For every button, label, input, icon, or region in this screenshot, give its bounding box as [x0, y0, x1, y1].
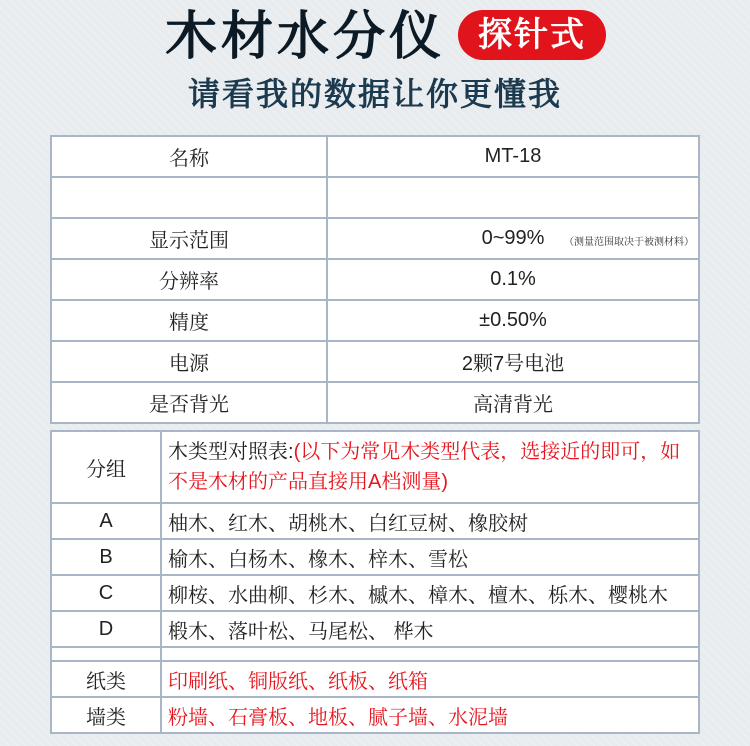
spec-label: 分辨率	[51, 259, 327, 300]
header	[0, 0, 750, 130]
group-letter: B	[51, 539, 161, 575]
spacer-cell	[51, 647, 161, 661]
spec-value: 0.1%	[327, 259, 699, 300]
range-note: （测量范围取决于被测材料）	[564, 237, 694, 248]
spec-label: 显示范围	[51, 218, 327, 259]
group-header-row	[51, 431, 699, 503]
spec-row-backlight	[51, 382, 699, 423]
spec-label	[51, 177, 327, 218]
group-letter: C	[51, 575, 161, 611]
extra-group-items: 印刷纸、铜版纸、纸板、纸箱	[161, 661, 699, 697]
extra-group-items: 粉墙、石膏板、地板、腻子墙、水泥墙	[161, 697, 699, 733]
spec-label: 精度	[51, 300, 327, 341]
group-row	[51, 539, 699, 575]
spec-label: 电源	[51, 341, 327, 382]
spec-value: MT-18	[327, 136, 699, 177]
spec-value: ±0.50%	[327, 300, 699, 341]
page-title: 木材水分仪	[165, 7, 446, 67]
spec-row-empty	[51, 177, 699, 218]
spec-label: 是否背光	[51, 382, 327, 423]
spec-row-power	[51, 341, 699, 382]
spec-row-accuracy	[51, 300, 699, 341]
probe-type-badge: 探针式	[458, 10, 606, 60]
spec-value: 0~99%	[481, 227, 545, 249]
group-woods: 柳桉、水曲柳、杉木、槭木、樟木、檀木、栎木、樱桃木	[161, 575, 699, 611]
group-header-desc	[161, 431, 699, 503]
extra-group-label: 纸类	[51, 661, 161, 697]
wood-group-table	[50, 430, 700, 734]
group-row	[51, 575, 699, 611]
spec-row-name	[51, 136, 699, 177]
extra-row-paper	[51, 661, 699, 697]
group-woods: 椴木、落叶松、马尾松、 桦木	[161, 611, 699, 647]
table-spacer-row	[51, 647, 699, 661]
spec-row-range	[51, 218, 699, 259]
spec-label: 名称	[51, 136, 327, 177]
group-letter: D	[51, 611, 161, 647]
extra-row-wall	[51, 697, 699, 733]
group-header-label: 分组	[51, 431, 161, 503]
spec-value: 2颗7号电池	[327, 341, 699, 382]
spec-row-resolution	[51, 259, 699, 300]
spec-table	[50, 135, 700, 424]
group-letter: A	[51, 503, 161, 539]
group-header-prefix: 木类型对照表:	[168, 441, 294, 463]
group-header-note: (以下为常见木类型代表，选接近的即可，如不是木材的产品直接用A档测量)	[168, 441, 681, 493]
spec-value	[327, 177, 699, 218]
subtitle: 请看我的数据让你更懂我	[187, 75, 562, 113]
spec-value: 高清背光	[327, 382, 699, 423]
group-row	[51, 611, 699, 647]
group-woods: 榆木、白杨木、橡木、梓木、雪松	[161, 539, 699, 575]
spacer-cell	[161, 647, 699, 661]
group-woods: 柚木、红木、胡桃木、白红豆树、橡胶树	[161, 503, 699, 539]
group-row	[51, 503, 699, 539]
extra-group-label: 墙类	[51, 697, 161, 733]
spec-value-cell	[327, 218, 699, 259]
